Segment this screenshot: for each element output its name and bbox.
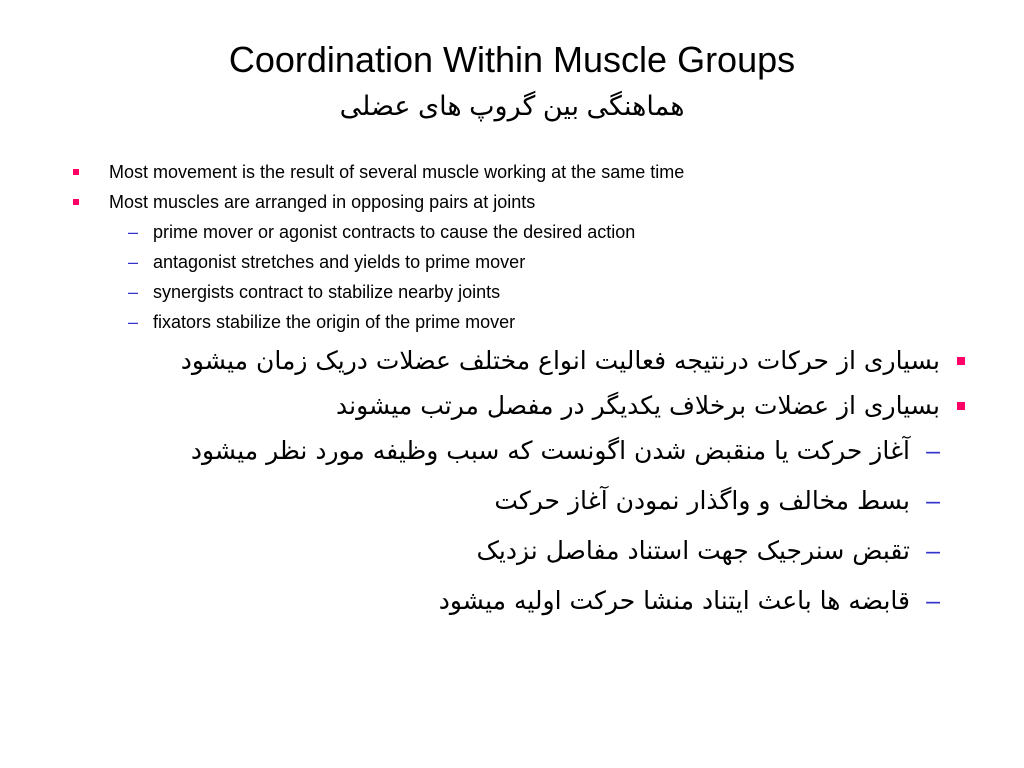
english-sub-bullet-item xyxy=(0,307,1000,337)
persian-sub-bullet-text: قابضه ها باعث ایتناد منشا حرکت اولیه میشود xyxy=(438,586,910,615)
dash-bullet-icon: – xyxy=(128,222,139,242)
persian-bullet-item xyxy=(40,385,970,427)
dash-bullet-icon: – xyxy=(926,587,940,615)
english-sub-bullet-text: fixators stabilize the origin of the prime mover xyxy=(153,312,516,332)
persian-sub-bullet-item xyxy=(40,480,970,522)
english-sub-bullet-text: prime mover or agonist contracts to cause the desired action xyxy=(153,222,636,242)
square-bullet-icon xyxy=(73,199,79,205)
persian-sub-bullet-item xyxy=(40,530,970,572)
dash-bullet-icon: – xyxy=(128,252,139,272)
english-bullet-text: Most movement is the result of several muscle working at the same time xyxy=(109,162,685,182)
persian-bullet-text: بسیاری از حرکات درنتیجه فعالیت انواع مختلف عضلات دریک زمان میشود xyxy=(180,346,940,375)
persian-sub-bullet-item xyxy=(40,430,970,472)
english-sub-bullet-item xyxy=(0,277,1000,307)
persian-bullet-list xyxy=(40,340,970,630)
persian-sub-bullet-text: آغاز حرکت یا منقبض شدن اگونست که سبب وظیفه مورد نظر میشود xyxy=(190,436,910,465)
persian-sub-bullet-item xyxy=(40,580,970,622)
english-bullet-text: Most muscles are arranged in opposing pairs at joints xyxy=(109,192,536,212)
square-bullet-icon xyxy=(957,402,965,410)
english-sub-bullet-item xyxy=(0,217,1000,247)
english-sub-bullet-text: synergists contract to stabilize nearby joints xyxy=(153,282,501,302)
dash-bullet-icon: – xyxy=(128,282,139,302)
dash-bullet-icon: – xyxy=(926,487,940,515)
english-bullet-list xyxy=(0,157,1000,337)
slide-title: Coordination Within Muscle Groups xyxy=(228,39,796,80)
dash-bullet-icon: – xyxy=(128,312,139,332)
english-bullet-item xyxy=(0,157,1000,187)
dash-bullet-icon: – xyxy=(926,537,940,565)
english-bullet-item xyxy=(0,187,1000,217)
persian-sub-bullet-text: تقبض سنرجیک جهت استناد مفاصل نزدیک xyxy=(476,536,910,565)
square-bullet-icon xyxy=(73,169,79,175)
english-sub-bullet-item xyxy=(0,247,1000,277)
persian-sub-bullet-text: بسط مخالف و واگذار نمودن آغاز حرکت xyxy=(494,486,910,515)
persian-bullet-text: بسیاری از عضلات برخلاف یکدیگر در مفصل مرتب میشوند xyxy=(336,391,940,420)
english-sub-bullet-text: antagonist stretches and yields to prime mover xyxy=(153,252,526,272)
persian-bullet-item xyxy=(40,340,970,382)
slide-subtitle-persian: هماهنگی بین گروپ های عضلی xyxy=(339,91,685,121)
dash-bullet-icon: – xyxy=(926,437,940,465)
square-bullet-icon xyxy=(957,357,965,365)
